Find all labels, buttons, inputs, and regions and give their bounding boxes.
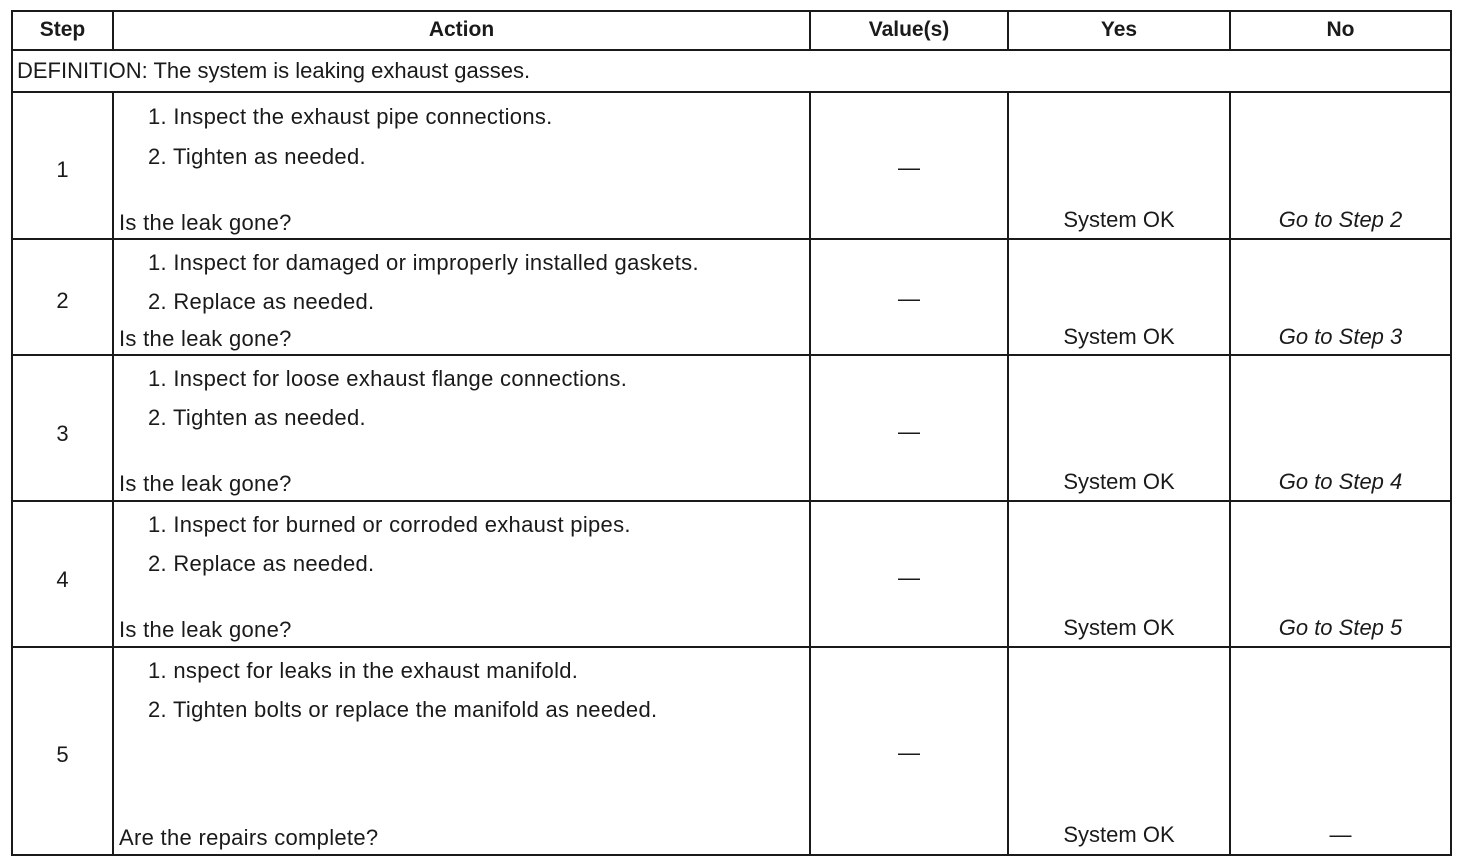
action-item: 1. Inspect for damaged or improperly installed gaskets. <box>148 250 699 275</box>
step-number: 1 <box>56 157 69 182</box>
step-cell <box>13 648 114 854</box>
value-cell <box>811 356 1009 500</box>
no-cell <box>1231 648 1450 854</box>
action-question: Are the repairs complete? <box>119 825 379 850</box>
action-item: 1. Inspect for burned or corroded exhaust pipes. <box>148 512 631 537</box>
header-action-label: Action <box>428 18 495 41</box>
action-cell <box>114 240 811 354</box>
no-cell <box>1231 93 1450 238</box>
action-question: Is the leak gone? <box>119 617 292 642</box>
step-cell <box>13 93 114 238</box>
diagnostic-table <box>11 10 1452 856</box>
header-yes <box>1009 12 1231 49</box>
header-action <box>114 12 811 49</box>
value-text: — <box>898 155 920 180</box>
header-no-label: No <box>1326 18 1355 41</box>
yes-text: System OK <box>1063 615 1175 640</box>
header-yes-label: Yes <box>1100 18 1138 41</box>
value-cell <box>811 648 1009 854</box>
yes-text: System OK <box>1063 822 1175 847</box>
definition-row <box>13 51 1450 93</box>
action-item: 1. Inspect for loose exhaust flange connections. <box>148 366 628 391</box>
no-text: — <box>1329 822 1352 847</box>
action-item: 1. nspect for leaks in the exhaust manifold. <box>148 658 579 683</box>
yes-text: System OK <box>1063 469 1175 494</box>
action-question: Is the leak gone? <box>119 326 292 351</box>
action-item: 2. Replace as needed. <box>148 551 375 576</box>
no-text: Go to Step 5 <box>1278 615 1403 640</box>
value-cell <box>811 502 1009 646</box>
definition-text: DEFINITION: The system is leaking exhaust gasses. <box>17 58 531 83</box>
table-row <box>13 240 1450 356</box>
action-item: 2. Tighten as needed. <box>148 144 366 169</box>
action-item: 2. Replace as needed. <box>148 289 375 314</box>
yes-text: System OK <box>1063 324 1175 349</box>
action-item: 2. Tighten as needed. <box>148 405 366 430</box>
yes-cell <box>1009 356 1231 500</box>
action-cell <box>114 502 811 646</box>
header-values <box>811 12 1009 49</box>
action-cell <box>114 648 811 854</box>
value-cell <box>811 240 1009 354</box>
table-header-row <box>13 12 1450 51</box>
yes-cell <box>1009 502 1231 646</box>
table-row <box>13 356 1450 502</box>
no-cell <box>1231 356 1450 500</box>
value-cell <box>811 93 1009 238</box>
step-cell <box>13 356 114 500</box>
value-text: — <box>898 419 920 444</box>
step-number: 2 <box>56 288 69 313</box>
table-row <box>13 93 1450 240</box>
action-question: Is the leak gone? <box>119 210 292 235</box>
table-row <box>13 502 1450 648</box>
step-cell <box>13 240 114 354</box>
action-item: 2. Tighten bolts or replace the manifold as needed. <box>148 697 658 722</box>
no-cell <box>1231 502 1450 646</box>
yes-text: System OK <box>1063 207 1175 232</box>
yes-cell <box>1009 240 1231 354</box>
header-step <box>13 12 114 49</box>
no-cell <box>1231 240 1450 354</box>
header-values-label: Value(s) <box>868 18 950 41</box>
value-text: — <box>898 286 920 311</box>
step-number: 3 <box>56 421 69 446</box>
yes-cell <box>1009 648 1231 854</box>
action-item: 1. Inspect the exhaust pipe connections. <box>148 104 553 129</box>
action-cell <box>114 356 811 500</box>
header-no <box>1231 12 1450 49</box>
no-text: Go to Step 4 <box>1278 469 1403 494</box>
header-step-label: Step <box>39 18 86 41</box>
action-cell <box>114 93 811 238</box>
value-text: — <box>898 565 920 590</box>
action-question: Is the leak gone? <box>119 471 292 496</box>
step-number: 4 <box>56 567 69 592</box>
no-text: Go to Step 3 <box>1278 324 1403 349</box>
step-number: 5 <box>56 742 69 767</box>
table-row <box>13 648 1450 854</box>
value-text: — <box>898 740 920 765</box>
no-text: Go to Step 2 <box>1278 207 1403 232</box>
yes-cell <box>1009 93 1231 238</box>
step-cell <box>13 502 114 646</box>
